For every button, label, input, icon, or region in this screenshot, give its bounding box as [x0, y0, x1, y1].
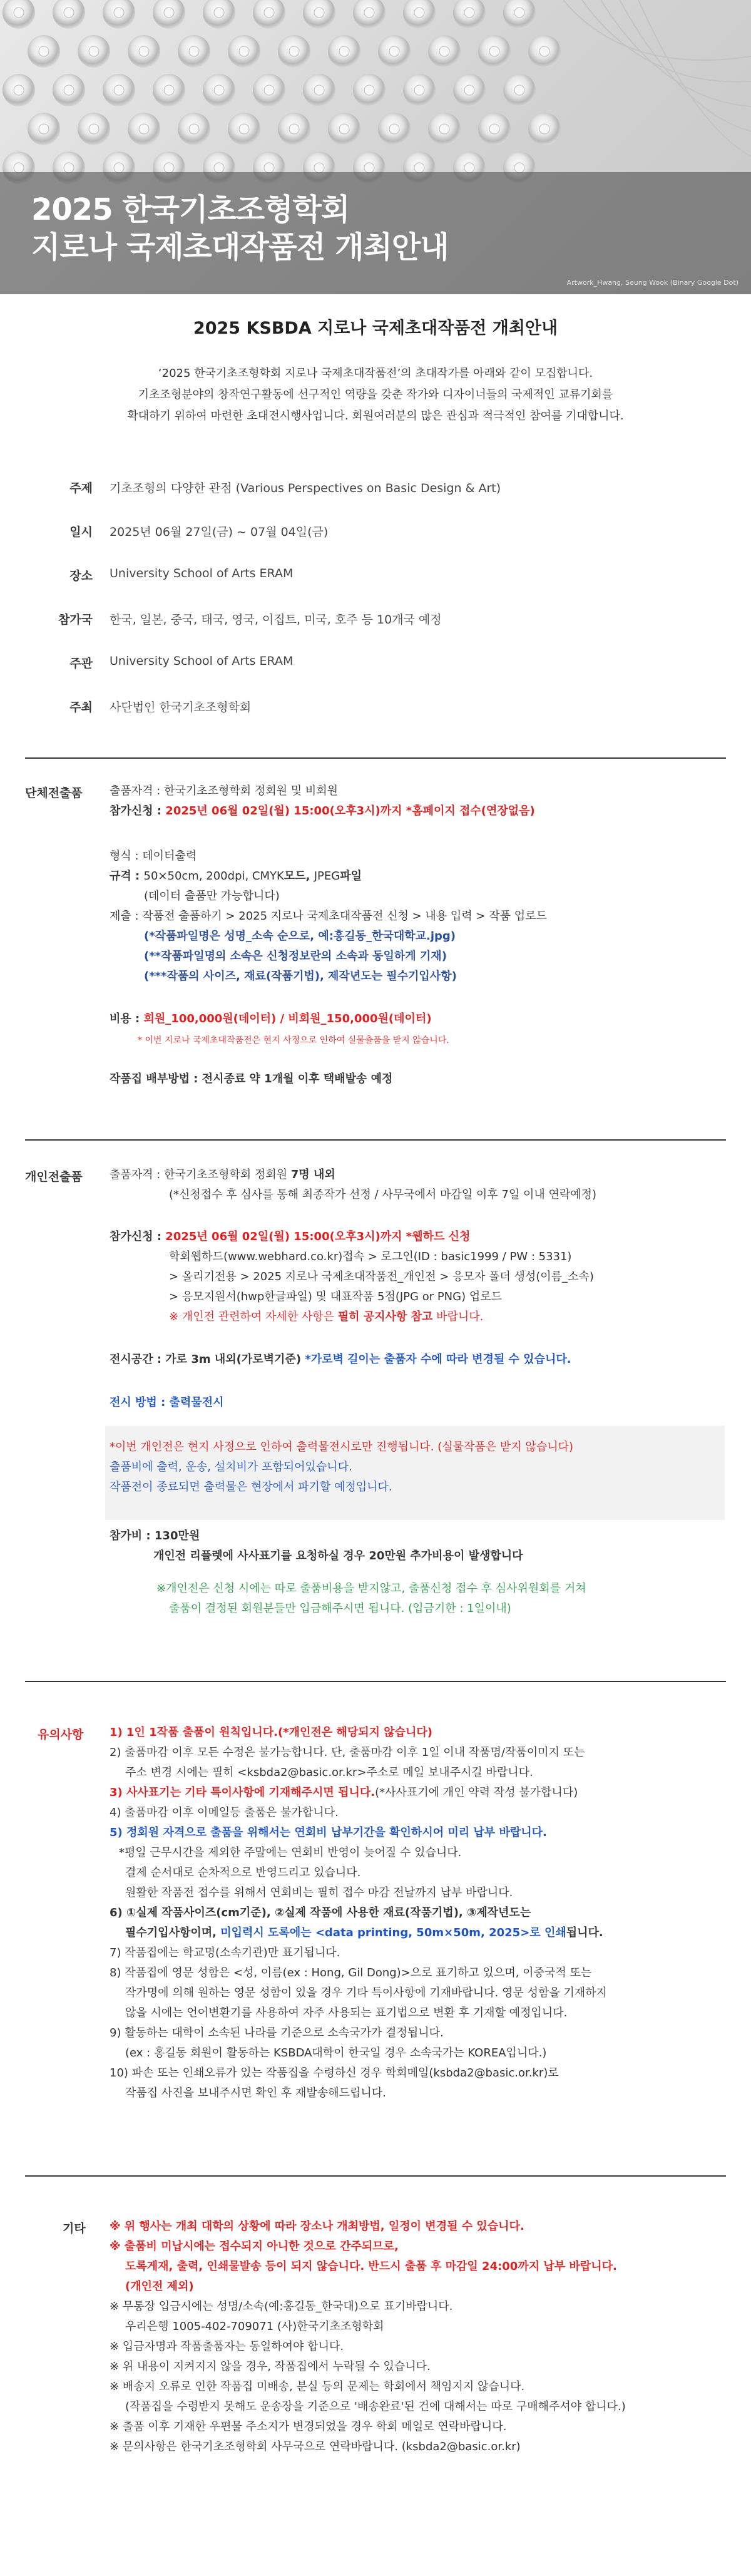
note-line: 8) 작품집에 영문 성함은 <성, 이름(ex : Hong, Gil Dong)>으로 표기하고 있으며, 이중국적 또는	[110, 1966, 592, 1979]
note-line: 작가명에 의해 원하는 영문 성함이 있을 경우 기타 특이사항에 기재바랍니다. 영문 성함을 기재하지	[125, 1986, 607, 1999]
solo-space	[110, 1351, 571, 1368]
hero-dot-core	[364, 163, 374, 173]
intro-line: 확대하기 위하여 마련한 초대전시행사입니다. 회원여러분의 많은 관심과 적극적인 참여를 기대합니다.	[127, 409, 624, 423]
text: 3) 사사표기는 기타 특이사항에 기재해주시면 됩니다.	[110, 1786, 376, 1799]
intro-line: ‘2025 한국기초조형학회 지로나 국제초대작품전’의 초대작가를 아래와 같이 모집합니다.	[158, 367, 593, 380]
hero-dot-core	[264, 8, 274, 18]
section-label-group: 단체전출품	[25, 786, 83, 800]
etc-line: (작품집을 수령받지 못해도 운송장을 기준으로 '배송완료'된 건에 대해서는 따로 구매해주셔야 합니다.)	[125, 2400, 626, 2413]
hero-dot-core	[289, 46, 299, 56]
note-line: 9) 활동하는 대학이 소속된 나라를 기준으로 소속국가가 결정됩니다.	[110, 2026, 444, 2040]
hero-dot-core	[64, 8, 74, 18]
etc-line: ※ 무통장 입금시에는 성명/소속(예:홍길동_한국대)으로 표기바랍니다.	[110, 2300, 453, 2313]
hero-dot-core	[489, 124, 499, 134]
section-label-etc: 기타	[63, 2222, 86, 2235]
deadline-text: 2025년 06월 02일(월) 15:00(오후3시)까지 *웹하드 신청	[165, 1230, 471, 1243]
hero-dot-core	[14, 163, 24, 173]
note-line: 4) 출품마감 이후 이메일등 출품은 불가합니다.	[110, 1806, 339, 1819]
text: JPEG	[314, 870, 340, 883]
solo-line	[110, 1166, 335, 1184]
note-line: 않을 시에는 언어변환기를 사용하여 자주 사용되는 표기법으로 변환 후 기재할 예정입니다.	[125, 2006, 568, 2019]
solo-notice: 출품비에 출력, 운송, 설치비가 포함되어있습니다.	[110, 1460, 352, 1474]
section-divider	[25, 1139, 726, 1141]
note-line: 결제 순서대로 순차적으로 반영드리고 있습니다.	[125, 1866, 361, 1879]
etc-line: ※ 입금자명과 작품출품자는 동일하여야 합니다.	[110, 2340, 344, 2353]
hero-dot-core	[114, 163, 124, 173]
info-value: University School of Arts ERAM	[110, 654, 294, 668]
hero-dot-core	[39, 124, 49, 134]
section-divider	[25, 757, 726, 759]
solo-line: (*신청접수 후 심사를 통해 최종작가 선정 / 사무국에서 마감일 이후 7일 이내 연락예정)	[169, 1188, 597, 1201]
hero-dot-core	[364, 8, 374, 18]
hero-dot-core	[139, 124, 149, 134]
section-label-solo: 개인전출품	[25, 1170, 83, 1184]
note-line: *평일 근무시간을 제외한 주말에는 연회비 반영이 늦어질 수 있습니다.	[119, 1846, 462, 1859]
hero-dot-core	[389, 124, 399, 134]
text: 7명 내외	[290, 1168, 335, 1181]
solo-payment-note: 출품이 결정된 회원분들만 입금해주시면 됩니다. (입금기한 : 1일이내)	[169, 1602, 511, 1615]
solo-notice: *이번 개인전은 현지 사정으로 인하여 출력물전시로만 진행됩니다. (실물작품은 받지 않습니다)	[110, 1440, 574, 1454]
info-label: 주최	[69, 700, 93, 714]
hero-dot-core	[164, 85, 174, 95]
hero-dot-core	[289, 124, 299, 134]
hero-dot-core	[414, 163, 424, 173]
hero-dot-core	[214, 163, 224, 173]
hero-dot-core	[314, 163, 324, 173]
solo-line: > 응모지원서(hwp한글파일) 및 대표작품 5점(JPG or PNG) 업로드	[169, 1290, 503, 1303]
group-line: 작품집 배부방법 : 전시종료 약 1개월 이후 택배발송 예정	[110, 1072, 393, 1085]
group-line: (데이터 출품만 가능합니다)	[144, 890, 280, 903]
section-divider	[25, 1681, 726, 1682]
text: 참가신청 :	[110, 1230, 166, 1243]
group-fee	[110, 1010, 432, 1028]
etc-line: (개인전 제외)	[125, 2280, 194, 2293]
hero-dot-core	[189, 46, 199, 56]
info-label: 주제	[69, 481, 93, 495]
hero-dot-core	[514, 163, 524, 173]
solo-line: > 올리기전용 > 2025 지로나 국제초대작품전_개인전 > 응모자 폴더 생성(이름_소속)	[169, 1270, 594, 1283]
group-line: 형식 : 데이터출력	[110, 849, 197, 863]
hero-dot-core	[339, 124, 349, 134]
group-line: 제출 : 작품전 출품하기 > 2025 지로나 국제초대작품전 신청 > 내용 입력 > 작품 업로드	[110, 910, 547, 923]
etc-line: ※ 위 행사는 개최 대학의 상황에 따라 장소나 개최방법, 일정이 변경될 수 있습니다.	[110, 2220, 524, 2233]
note-line: 작품집 사진을 보내주시면 확인 후 재발송해드립니다.	[125, 2086, 386, 2100]
info-label: 참가국	[58, 613, 93, 627]
hero-dot-core	[314, 8, 324, 18]
hero-dot-core	[264, 163, 274, 173]
group-line	[110, 868, 362, 885]
hero-dot-core	[164, 163, 174, 173]
info-value: 2025년 06월 27일(금) ~ 07월 04일(금)	[110, 525, 329, 539]
hero-dot-core	[264, 85, 274, 95]
solo-line: 학회웹하드(www.webhard.co.kr)접속 > 로그인(ID : basic1999 / PW : 5331)	[169, 1250, 572, 1263]
info-label: 일시	[69, 525, 93, 539]
text: 미입력시 도록에는 <data printing, 50m×50m, 2025>로 인쇄	[220, 1926, 566, 1939]
text: 모드,	[284, 870, 314, 883]
note-line: 10) 파손 또는 인쇄오류가 있는 작품집을 수령하신 경우 학회메일(ksbda2@basic.or.kr)로	[110, 2066, 559, 2080]
hero-dot-core	[89, 124, 99, 134]
text: 파일	[340, 870, 362, 883]
hero-banner	[0, 0, 751, 294]
solo-fee-note: 개인전 리플렛에 사사표기를 요청하실 경우 20만원 추가비용이 발생합니다	[153, 1549, 523, 1563]
etc-line: ※ 출품 이후 기재한 우편물 주소지가 변경되었을 경우 학회 메일로 연락바랍니다.	[110, 2420, 507, 2433]
hero-dot-core	[214, 85, 224, 95]
group-fee-note: * 이번 지로나 국제초대작품전은 현지 사정으로 인하여 실물출품을 받지 않습니다.	[138, 1035, 449, 1045]
hero-dot-core	[389, 46, 399, 56]
hero-title-line1: 2025 한국기초조형학회	[31, 192, 350, 227]
hero-dot-core	[139, 46, 149, 56]
note-line: 1) 1인 1작품 출품이 원칙입니다.(*개인전은 해당되지 않습니다)	[110, 1726, 433, 1739]
etc-line: ※ 문의사항은 한국기초조형학회 사무국으로 연락바랍니다. (ksbda2@basic.or.kr)	[110, 2440, 521, 2453]
intro-line: 기초조형분야의 창작연구활동에 선구적인 역량을 갖춘 작가와 디자이너들의 국제적인 교류기회를	[138, 388, 613, 401]
note-line: 7) 작품집에는 학교명(소속기관)만 표기됩니다.	[110, 1946, 340, 1959]
solo-payment-note: ※개인전은 신청 시에는 따로 출품비용을 받지않고, 출품신청 접수 후 심사위원회를 거쳐	[156, 1582, 586, 1595]
hero-dot-core	[414, 85, 424, 95]
note-line	[110, 1784, 578, 1802]
text: 규격 :	[110, 870, 144, 883]
hero-dot-core	[239, 46, 249, 56]
etc-line: ※ 출품비 미납시에는 접수되지 아니한 것으로 간주되므로,	[110, 2240, 399, 2253]
text: 필히 공지사항 참고	[337, 1310, 433, 1323]
text: 참가신청 :	[110, 804, 166, 818]
hero-dot-core	[364, 85, 374, 95]
text: 출품자격 : 한국기초조형학회 정회원	[110, 1168, 291, 1181]
info-label: 장소	[69, 569, 93, 583]
hero-dot-core	[539, 46, 549, 56]
section-divider	[25, 2175, 726, 2177]
etc-line: ※ 위 내용이 지켜지지 않을 경우, 작품집에서 누락될 수 있습니다.	[110, 2360, 431, 2373]
hero-dot-core	[514, 8, 524, 18]
note-line: 2) 출품마감 이후 모든 수정은 불가능합니다. 단, 출품마감 이후 1일 이내 작품명/작품이미지 또는	[110, 1746, 585, 1759]
hero-dot-core	[14, 85, 24, 95]
etc-line: 우리은행 1005-402-709071 (사)한국기초조형학회	[125, 2320, 384, 2333]
hero-title-line2: 지로나 국제초대작품전 개최안내	[31, 230, 449, 265]
group-note: (**작품파일명의 소속은 신청정보란의 소속과 동일하게 기재)	[144, 950, 447, 963]
hero-dot-core	[64, 85, 74, 95]
hero-dot-core	[539, 124, 549, 134]
hero-dot-core	[464, 85, 474, 95]
intro-paragraph	[94, 363, 657, 427]
artwork-credit: Artwork_Hwang, Seung Wook (Binary Google Dot)	[566, 279, 738, 287]
text: 비용 :	[110, 1012, 144, 1025]
solo-notice	[169, 1308, 483, 1326]
hero-dot-core	[39, 46, 49, 56]
etc-line: 도록게재, 출력, 인쇄물발송 등이 되지 않습니다. 반드시 출품 후 마감일 24:00까지 납부 바랍니다.	[125, 2260, 617, 2273]
hero-dot-core	[339, 46, 349, 56]
note-line: (ex : 홍길동 회원이 활동하는 KSBDA대학이 한국일 경우 소속국가는 KOREA입니다.)	[125, 2046, 547, 2060]
document-title: 2025 KSBDA 지로나 국제초대작품전 개최안내	[193, 319, 558, 338]
hero-dot-core	[314, 85, 324, 95]
text: 됩니다.	[566, 1926, 603, 1939]
hero-dot-core	[64, 163, 74, 173]
hero-dot-core	[489, 46, 499, 56]
hero-dot-core	[89, 46, 99, 56]
section-label-notes: 유의사항	[38, 1728, 84, 1742]
hero-dot-core	[514, 85, 524, 95]
hero-dot-core	[439, 124, 449, 134]
text: 바랍니다.	[432, 1310, 484, 1323]
text: 필수기입사항이며,	[125, 1926, 221, 1939]
text: 50×50cm, 200dpi, CMYK	[143, 870, 284, 883]
info-value: University School of Arts ERAM	[110, 567, 294, 580]
hero-dot-core	[439, 46, 449, 56]
text: ※ 개인전 관련하여 자세한 사항은	[169, 1310, 338, 1323]
note-line: 주소 변경 시에는 필히 <ksbda2@basic.or.kr>주소로 메일 보내주시길 바랍니다.	[125, 1766, 533, 1779]
etc-line: ※ 배송지 오류로 인한 작품집 미배송, 분실 등의 문제는 학회에서 책임지지 않습니다.	[110, 2380, 525, 2393]
group-note: (*작품파일명은 성명_소속 순으로, 예:홍길동_한국대학교.jpg)	[144, 930, 456, 943]
deadline-text: 2025년 06월 02일(월) 15:00(오후3시)까지 *홈페이지 접수(연장없음)	[165, 804, 535, 818]
solo-notice: 작품전이 종료되면 출력물은 현장에서 파기할 예정입니다.	[110, 1480, 392, 1494]
hero-dot-core	[114, 85, 124, 95]
note-line: 6) ①실제 작품사이즈(cm기준), ②실제 작품에 사용한 재료(작품기법), ③제작년도는	[110, 1906, 531, 1919]
hero-dot-core	[464, 163, 474, 173]
text: 전시공간 : 가로 3m 내외(가로벽기준)	[110, 1353, 305, 1366]
hero-dot-core	[164, 8, 174, 18]
solo-fee: 참가비 : 130만원	[110, 1529, 200, 1542]
hero-dot-core	[114, 8, 124, 18]
hero-dot-core	[14, 8, 24, 18]
solo-method: 전시 방법 : 출력물전시	[110, 1396, 224, 1409]
note-line: 5) 정회원 자격으로 출품을 위해서는 연회비 납부기간을 확인하시어 미리 납부 바랍니다.	[110, 1826, 547, 1839]
group-line: 출품자격 : 한국기초조형학회 정회원 및 비회원	[110, 784, 339, 798]
info-value: 기초조형의 다양한 관점 (Various Perspectives on Basic Design & Art)	[110, 481, 501, 495]
group-line	[110, 803, 535, 820]
hero-dot-core	[214, 8, 224, 18]
group-note: (***작품의 사이즈, 재료(작품기법), 제작년도는 필수기입사항)	[144, 970, 457, 983]
info-label: 주관	[69, 657, 93, 670]
note-line: 원활한 작품전 접수를 위해서 연회비는 필히 접수 마감 전날까지 납부 바랍니다.	[125, 1886, 513, 1899]
hero-dot-core	[414, 8, 424, 18]
info-value: 한국, 일본, 중국, 태국, 영국, 이집트, 미국, 호주 등 10개국 예정	[110, 613, 442, 627]
space-note: *가로벽 길이는 출품자 수에 따라 변경될 수 있습니다.	[305, 1353, 571, 1366]
note-line	[125, 1924, 603, 1942]
fee-text: 회원_100,000원(데이터) / 비회원_150,000원(데이터)	[143, 1012, 432, 1025]
solo-line	[110, 1228, 470, 1246]
hero-dot-core	[189, 124, 199, 134]
text: (*사사표기에 개인 약력 작성 불가합니다)	[375, 1786, 578, 1799]
info-value: 사단법인 한국기초조형학회	[110, 700, 252, 714]
hero-dot-core	[464, 8, 474, 18]
hero-dot-core	[239, 124, 249, 134]
